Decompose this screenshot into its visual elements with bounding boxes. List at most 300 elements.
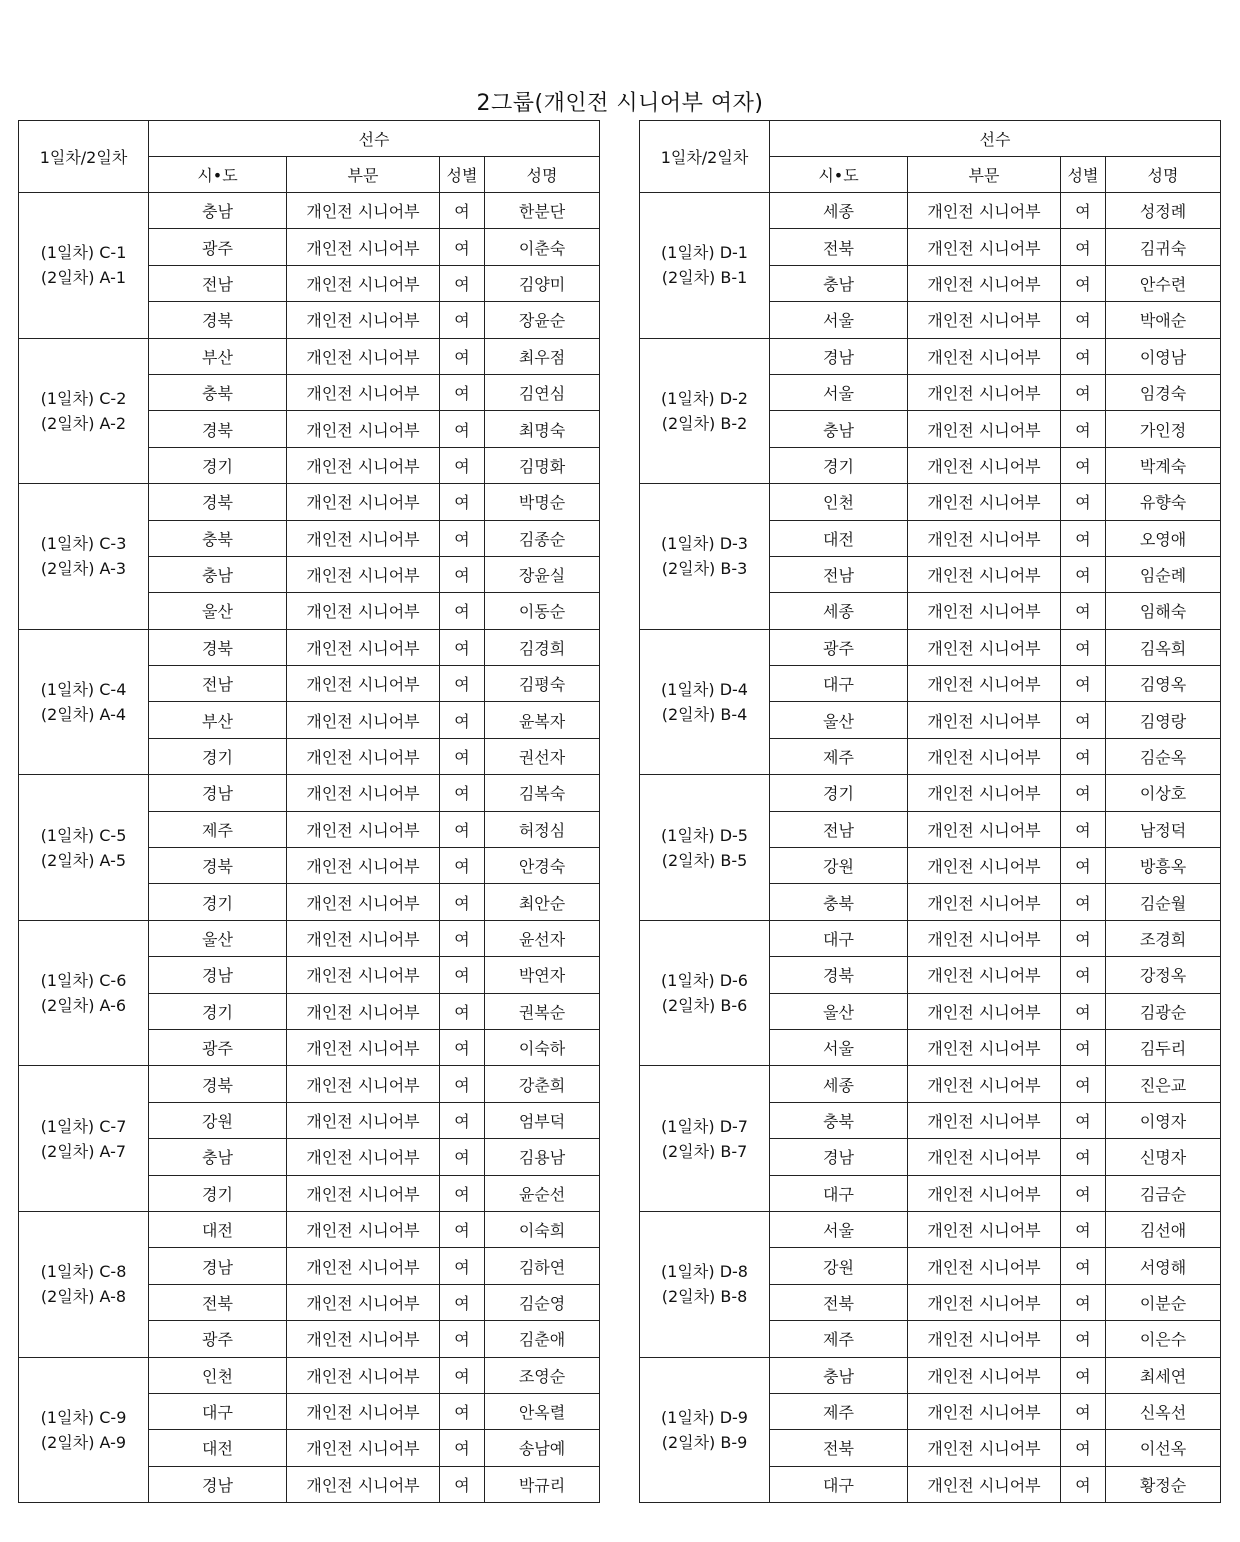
region-cell: 부산 bbox=[149, 702, 287, 738]
gender-cell: 여 bbox=[440, 484, 485, 520]
name-cell: 김종순 bbox=[485, 520, 600, 556]
name-cell: 장윤순 bbox=[485, 302, 600, 338]
round-cell bbox=[19, 920, 149, 1066]
division-cell: 개인전 시니어부 bbox=[287, 338, 440, 374]
gender-cell: 여 bbox=[440, 556, 485, 592]
day2-label: (2일차) B-3 bbox=[661, 559, 748, 579]
division-cell: 개인전 시니어부 bbox=[287, 848, 440, 884]
gender-cell: 여 bbox=[440, 848, 485, 884]
division-cell: 개인전 시니어부 bbox=[908, 957, 1061, 993]
region-cell: 경기 bbox=[149, 1175, 287, 1211]
players-header: 선수 bbox=[149, 121, 600, 157]
round-cell bbox=[19, 193, 149, 339]
gender-cell: 여 bbox=[440, 265, 485, 301]
division-header: 부문 bbox=[908, 157, 1061, 193]
table-row bbox=[19, 338, 600, 374]
region-cell: 경남 bbox=[149, 1466, 287, 1502]
name-cell: 권선자 bbox=[485, 738, 600, 774]
name-cell: 송남예 bbox=[485, 1430, 600, 1466]
gender-cell: 여 bbox=[1061, 593, 1106, 629]
name-cell: 박명순 bbox=[485, 484, 600, 520]
division-cell: 개인전 시니어부 bbox=[287, 1066, 440, 1102]
division-cell: 개인전 시니어부 bbox=[908, 1102, 1061, 1138]
round-header: 1일차/2일차 bbox=[640, 121, 770, 193]
gender-cell: 여 bbox=[440, 1102, 485, 1138]
gender-cell: 여 bbox=[1061, 411, 1106, 447]
name-cell: 한분단 bbox=[485, 193, 600, 229]
name-cell: 황정순 bbox=[1106, 1466, 1221, 1502]
round-cell bbox=[640, 1357, 770, 1503]
division-cell: 개인전 시니어부 bbox=[287, 1393, 440, 1429]
day1-label: (1일차) D-1 bbox=[661, 243, 748, 263]
region-cell: 경남 bbox=[770, 1139, 908, 1175]
division-cell: 개인전 시니어부 bbox=[908, 1393, 1061, 1429]
round-cell bbox=[19, 484, 149, 630]
day1-label: (1일차) D-4 bbox=[661, 679, 748, 699]
day1-label: (1일차) D-8 bbox=[661, 1262, 748, 1282]
day2-label: (2일차) A-5 bbox=[40, 850, 127, 870]
division-cell: 개인전 시니어부 bbox=[908, 593, 1061, 629]
division-cell: 개인전 시니어부 bbox=[287, 1321, 440, 1357]
region-cell: 서울 bbox=[770, 1211, 908, 1247]
name-cell: 윤복자 bbox=[485, 702, 600, 738]
name-cell: 김옥희 bbox=[1106, 629, 1221, 665]
region-cell: 전남 bbox=[770, 556, 908, 592]
gender-cell: 여 bbox=[1061, 702, 1106, 738]
region-cell: 경남 bbox=[149, 1248, 287, 1284]
gender-cell: 여 bbox=[440, 738, 485, 774]
day2-label: (2일차) A-9 bbox=[40, 1432, 127, 1452]
gender-cell: 여 bbox=[1061, 1211, 1106, 1247]
round-cell bbox=[640, 629, 770, 775]
region-cell: 대전 bbox=[149, 1211, 287, 1247]
division-cell: 개인전 시니어부 bbox=[287, 629, 440, 665]
gender-cell: 여 bbox=[440, 702, 485, 738]
division-cell: 개인전 시니어부 bbox=[287, 738, 440, 774]
name-cell: 김광순 bbox=[1106, 993, 1221, 1029]
gender-cell: 여 bbox=[1061, 1175, 1106, 1211]
name-header: 성명 bbox=[485, 157, 600, 193]
region-cell: 제주 bbox=[770, 738, 908, 774]
name-cell: 이분순 bbox=[1106, 1284, 1221, 1320]
name-cell: 박애순 bbox=[1106, 302, 1221, 338]
region-cell: 경남 bbox=[770, 338, 908, 374]
division-cell: 개인전 시니어부 bbox=[908, 374, 1061, 410]
gender-cell: 여 bbox=[440, 1357, 485, 1393]
region-cell: 충북 bbox=[149, 374, 287, 410]
name-cell: 김연심 bbox=[485, 374, 600, 410]
name-cell: 남정덕 bbox=[1106, 811, 1221, 847]
division-cell: 개인전 시니어부 bbox=[287, 193, 440, 229]
name-cell: 이숙희 bbox=[485, 1211, 600, 1247]
division-cell: 개인전 시니어부 bbox=[908, 1430, 1061, 1466]
day1-label: (1일차) D-5 bbox=[661, 825, 748, 845]
gender-cell: 여 bbox=[440, 1066, 485, 1102]
day1-label: (1일차) C-8 bbox=[40, 1262, 127, 1282]
table-row bbox=[19, 1066, 600, 1102]
region-cell: 강원 bbox=[770, 848, 908, 884]
division-cell: 개인전 시니어부 bbox=[908, 1139, 1061, 1175]
round-cell bbox=[19, 629, 149, 775]
name-cell: 장윤실 bbox=[485, 556, 600, 592]
gender-cell: 여 bbox=[1061, 1248, 1106, 1284]
gender-cell: 여 bbox=[440, 1393, 485, 1429]
gender-cell: 여 bbox=[1061, 520, 1106, 556]
region-cell: 대구 bbox=[149, 1393, 287, 1429]
gender-cell: 여 bbox=[1061, 884, 1106, 920]
division-cell: 개인전 시니어부 bbox=[287, 411, 440, 447]
gender-cell: 여 bbox=[440, 1139, 485, 1175]
gender-cell: 여 bbox=[440, 593, 485, 629]
region-cell: 대구 bbox=[770, 1175, 908, 1211]
division-cell: 개인전 시니어부 bbox=[287, 811, 440, 847]
region-cell: 경남 bbox=[149, 957, 287, 993]
division-cell: 개인전 시니어부 bbox=[287, 302, 440, 338]
day2-label: (2일차) A-6 bbox=[40, 996, 127, 1016]
region-cell: 충북 bbox=[149, 520, 287, 556]
name-cell: 김금순 bbox=[1106, 1175, 1221, 1211]
gender-cell: 여 bbox=[1061, 775, 1106, 811]
gender-cell: 여 bbox=[1061, 1321, 1106, 1357]
day2-label: (2일차) B-1 bbox=[661, 268, 748, 288]
region-cell: 서울 bbox=[770, 374, 908, 410]
gender-cell: 여 bbox=[1061, 265, 1106, 301]
round-cell bbox=[640, 920, 770, 1066]
name-cell: 최우점 bbox=[485, 338, 600, 374]
table-row bbox=[640, 775, 1221, 811]
region-cell: 세종 bbox=[770, 193, 908, 229]
name-cell: 김경희 bbox=[485, 629, 600, 665]
region-cell: 제주 bbox=[770, 1321, 908, 1357]
region-cell: 울산 bbox=[149, 920, 287, 956]
name-cell: 이동순 bbox=[485, 593, 600, 629]
region-cell: 울산 bbox=[770, 702, 908, 738]
region-cell: 전남 bbox=[149, 265, 287, 301]
players-header: 선수 bbox=[770, 121, 1221, 157]
name-cell: 김영랑 bbox=[1106, 702, 1221, 738]
gender-cell: 여 bbox=[1061, 193, 1106, 229]
gender-cell: 여 bbox=[1061, 957, 1106, 993]
division-cell: 개인전 시니어부 bbox=[287, 1211, 440, 1247]
day1-label: (1일차) C-2 bbox=[40, 388, 127, 408]
name-cell: 안경숙 bbox=[485, 848, 600, 884]
division-cell: 개인전 시니어부 bbox=[908, 702, 1061, 738]
day1-label: (1일차) C-3 bbox=[40, 534, 127, 554]
day2-label: (2일차) A-7 bbox=[40, 1141, 127, 1161]
region-cell: 전북 bbox=[149, 1284, 287, 1320]
region-cell: 경기 bbox=[149, 738, 287, 774]
name-cell: 임경숙 bbox=[1106, 374, 1221, 410]
region-cell: 경북 bbox=[770, 957, 908, 993]
region-cell: 경북 bbox=[149, 411, 287, 447]
gender-cell: 여 bbox=[440, 629, 485, 665]
region-cell: 대전 bbox=[770, 520, 908, 556]
table-row bbox=[640, 484, 1221, 520]
gender-cell: 여 bbox=[440, 884, 485, 920]
name-cell: 유향숙 bbox=[1106, 484, 1221, 520]
region-cell: 강원 bbox=[149, 1102, 287, 1138]
division-cell: 개인전 시니어부 bbox=[287, 666, 440, 702]
gender-cell: 여 bbox=[440, 520, 485, 556]
division-cell: 개인전 시니어부 bbox=[908, 884, 1061, 920]
name-cell: 안옥렬 bbox=[485, 1393, 600, 1429]
division-cell: 개인전 시니어부 bbox=[287, 1175, 440, 1211]
name-cell: 조영순 bbox=[485, 1357, 600, 1393]
division-cell: 개인전 시니어부 bbox=[287, 484, 440, 520]
gender-cell: 여 bbox=[1061, 1102, 1106, 1138]
name-cell: 김순옥 bbox=[1106, 738, 1221, 774]
division-cell: 개인전 시니어부 bbox=[908, 302, 1061, 338]
division-cell: 개인전 시니어부 bbox=[908, 484, 1061, 520]
region-cell: 광주 bbox=[149, 1029, 287, 1065]
name-cell: 강춘희 bbox=[485, 1066, 600, 1102]
division-cell: 개인전 시니어부 bbox=[908, 1066, 1061, 1102]
round-cell bbox=[640, 338, 770, 484]
gender-cell: 여 bbox=[1061, 1066, 1106, 1102]
day1-label: (1일차) D-6 bbox=[661, 971, 748, 991]
day2-label: (2일차) A-2 bbox=[40, 413, 127, 433]
name-cell: 박계숙 bbox=[1106, 447, 1221, 483]
division-cell: 개인전 시니어부 bbox=[908, 1357, 1061, 1393]
region-cell: 충남 bbox=[149, 1139, 287, 1175]
round-header: 1일차/2일차 bbox=[19, 121, 149, 193]
division-cell: 개인전 시니어부 bbox=[908, 1211, 1061, 1247]
region-cell: 대구 bbox=[770, 1466, 908, 1502]
division-cell: 개인전 시니어부 bbox=[908, 738, 1061, 774]
region-cell: 전북 bbox=[770, 1430, 908, 1466]
division-cell: 개인전 시니어부 bbox=[287, 1139, 440, 1175]
gender-cell: 여 bbox=[440, 338, 485, 374]
name-cell: 최명숙 bbox=[485, 411, 600, 447]
region-cell: 경북 bbox=[149, 302, 287, 338]
name-cell: 박연자 bbox=[485, 957, 600, 993]
division-cell: 개인전 시니어부 bbox=[908, 629, 1061, 665]
region-cell: 세종 bbox=[770, 1066, 908, 1102]
table-row bbox=[640, 1211, 1221, 1247]
region-header: 시•도 bbox=[149, 157, 287, 193]
name-cell: 성정례 bbox=[1106, 193, 1221, 229]
region-cell: 전남 bbox=[770, 811, 908, 847]
name-cell: 최안순 bbox=[485, 884, 600, 920]
division-cell: 개인전 시니어부 bbox=[908, 666, 1061, 702]
division-cell: 개인전 시니어부 bbox=[908, 556, 1061, 592]
name-cell: 권복순 bbox=[485, 993, 600, 1029]
gender-cell: 여 bbox=[440, 1321, 485, 1357]
division-cell: 개인전 시니어부 bbox=[287, 775, 440, 811]
region-cell: 경기 bbox=[770, 447, 908, 483]
division-cell: 개인전 시니어부 bbox=[908, 1321, 1061, 1357]
table-row bbox=[640, 1357, 1221, 1393]
name-cell: 김명화 bbox=[485, 447, 600, 483]
region-header: 시•도 bbox=[770, 157, 908, 193]
region-cell: 경북 bbox=[149, 629, 287, 665]
left-bracket-table bbox=[18, 120, 600, 1503]
gender-cell: 여 bbox=[440, 374, 485, 410]
name-cell: 신옥선 bbox=[1106, 1393, 1221, 1429]
day2-label: (2일차) B-5 bbox=[661, 850, 748, 870]
division-cell: 개인전 시니어부 bbox=[287, 993, 440, 1029]
region-cell: 서울 bbox=[770, 302, 908, 338]
division-cell: 개인전 시니어부 bbox=[287, 374, 440, 410]
gender-cell: 여 bbox=[440, 229, 485, 265]
division-cell: 개인전 시니어부 bbox=[287, 920, 440, 956]
region-cell: 충남 bbox=[770, 265, 908, 301]
region-cell: 경기 bbox=[149, 447, 287, 483]
region-cell: 세종 bbox=[770, 593, 908, 629]
region-cell: 전남 bbox=[149, 666, 287, 702]
name-cell: 최세연 bbox=[1106, 1357, 1221, 1393]
table-row bbox=[19, 1211, 600, 1247]
round-cell bbox=[640, 1066, 770, 1212]
name-cell: 엄부덕 bbox=[485, 1102, 600, 1138]
name-cell: 김귀숙 bbox=[1106, 229, 1221, 265]
name-cell: 임해숙 bbox=[1106, 593, 1221, 629]
division-cell: 개인전 시니어부 bbox=[287, 1248, 440, 1284]
division-header: 부문 bbox=[287, 157, 440, 193]
region-cell: 전북 bbox=[770, 229, 908, 265]
division-cell: 개인전 시니어부 bbox=[287, 556, 440, 592]
gender-cell: 여 bbox=[440, 957, 485, 993]
name-cell: 박규리 bbox=[485, 1466, 600, 1502]
region-cell: 대구 bbox=[770, 920, 908, 956]
gender-cell: 여 bbox=[440, 811, 485, 847]
round-cell bbox=[19, 1211, 149, 1357]
name-cell: 이춘숙 bbox=[485, 229, 600, 265]
day2-label: (2일차) B-8 bbox=[661, 1287, 748, 1307]
name-cell: 이영자 bbox=[1106, 1102, 1221, 1138]
table-row bbox=[640, 193, 1221, 229]
name-cell: 임순례 bbox=[1106, 556, 1221, 592]
name-cell: 서영해 bbox=[1106, 1248, 1221, 1284]
table-header bbox=[640, 121, 1221, 193]
gender-cell: 여 bbox=[440, 1466, 485, 1502]
name-cell: 강정옥 bbox=[1106, 957, 1221, 993]
region-cell: 대구 bbox=[770, 666, 908, 702]
division-cell: 개인전 시니어부 bbox=[287, 229, 440, 265]
name-cell: 김복숙 bbox=[485, 775, 600, 811]
round-cell bbox=[640, 775, 770, 921]
gender-cell: 여 bbox=[1061, 1029, 1106, 1065]
name-cell: 이영남 bbox=[1106, 338, 1221, 374]
division-cell: 개인전 시니어부 bbox=[287, 884, 440, 920]
gender-cell: 여 bbox=[1061, 556, 1106, 592]
gender-cell: 여 bbox=[1061, 302, 1106, 338]
day2-label: (2일차) B-4 bbox=[661, 704, 748, 724]
gender-cell: 여 bbox=[1061, 811, 1106, 847]
day2-label: (2일차) A-3 bbox=[40, 559, 127, 579]
name-cell: 진은교 bbox=[1106, 1066, 1221, 1102]
gender-cell: 여 bbox=[1061, 738, 1106, 774]
day1-label: (1일차) C-9 bbox=[40, 1407, 127, 1427]
gender-cell: 여 bbox=[440, 302, 485, 338]
region-cell: 충북 bbox=[770, 1102, 908, 1138]
division-cell: 개인전 시니어부 bbox=[908, 811, 1061, 847]
region-cell: 광주 bbox=[770, 629, 908, 665]
day2-label: (2일차) A-1 bbox=[40, 268, 127, 288]
division-cell: 개인전 시니어부 bbox=[287, 1466, 440, 1502]
region-cell: 경북 bbox=[149, 1066, 287, 1102]
division-cell: 개인전 시니어부 bbox=[908, 411, 1061, 447]
division-cell: 개인전 시니어부 bbox=[908, 993, 1061, 1029]
region-cell: 인천 bbox=[770, 484, 908, 520]
division-cell: 개인전 시니어부 bbox=[908, 1466, 1061, 1502]
day1-label: (1일차) C-1 bbox=[40, 243, 127, 263]
region-cell: 울산 bbox=[770, 993, 908, 1029]
table-row bbox=[19, 1357, 600, 1393]
division-cell: 개인전 시니어부 bbox=[287, 520, 440, 556]
gender-header: 성별 bbox=[1061, 157, 1106, 193]
day1-label: (1일차) C-5 bbox=[40, 825, 127, 845]
name-cell: 이은수 bbox=[1106, 1321, 1221, 1357]
name-cell: 김하연 bbox=[485, 1248, 600, 1284]
right-bracket-table bbox=[639, 120, 1221, 1503]
division-cell: 개인전 시니어부 bbox=[908, 338, 1061, 374]
name-cell: 오영애 bbox=[1106, 520, 1221, 556]
name-cell: 방흥옥 bbox=[1106, 848, 1221, 884]
name-header: 성명 bbox=[1106, 157, 1221, 193]
gender-cell: 여 bbox=[440, 447, 485, 483]
region-cell: 제주 bbox=[770, 1393, 908, 1429]
division-cell: 개인전 시니어부 bbox=[287, 1430, 440, 1466]
region-cell: 충북 bbox=[770, 884, 908, 920]
division-cell: 개인전 시니어부 bbox=[287, 265, 440, 301]
gender-cell: 여 bbox=[1061, 993, 1106, 1029]
division-cell: 개인전 시니어부 bbox=[908, 1175, 1061, 1211]
division-cell: 개인전 시니어부 bbox=[287, 447, 440, 483]
name-cell: 김두리 bbox=[1106, 1029, 1221, 1065]
region-cell: 울산 bbox=[149, 593, 287, 629]
table-row bbox=[19, 629, 600, 665]
name-cell: 김순월 bbox=[1106, 884, 1221, 920]
division-cell: 개인전 시니어부 bbox=[908, 229, 1061, 265]
day1-label: (1일차) C-6 bbox=[40, 971, 127, 991]
gender-cell: 여 bbox=[440, 993, 485, 1029]
name-cell: 윤선자 bbox=[485, 920, 600, 956]
gender-cell: 여 bbox=[1061, 920, 1106, 956]
region-cell: 대전 bbox=[149, 1430, 287, 1466]
day1-label: (1일차) D-7 bbox=[661, 1116, 748, 1136]
division-cell: 개인전 시니어부 bbox=[287, 1284, 440, 1320]
division-cell: 개인전 시니어부 bbox=[908, 848, 1061, 884]
division-cell: 개인전 시니어부 bbox=[908, 520, 1061, 556]
gender-cell: 여 bbox=[440, 1211, 485, 1247]
table-row bbox=[640, 1066, 1221, 1102]
gender-cell: 여 bbox=[440, 1430, 485, 1466]
division-cell: 개인전 시니어부 bbox=[908, 447, 1061, 483]
day2-label: (2일차) A-8 bbox=[40, 1287, 127, 1307]
name-cell: 김양미 bbox=[485, 265, 600, 301]
gender-cell: 여 bbox=[1061, 484, 1106, 520]
gender-cell: 여 bbox=[1061, 1393, 1106, 1429]
region-cell: 경기 bbox=[149, 884, 287, 920]
gender-cell: 여 bbox=[1061, 1430, 1106, 1466]
day2-label: (2일차) A-4 bbox=[40, 704, 127, 724]
gender-cell: 여 bbox=[440, 666, 485, 702]
division-cell: 개인전 시니어부 bbox=[908, 775, 1061, 811]
gender-cell: 여 bbox=[1061, 666, 1106, 702]
table-row bbox=[640, 920, 1221, 956]
gender-cell: 여 bbox=[440, 775, 485, 811]
name-cell: 김선애 bbox=[1106, 1211, 1221, 1247]
day1-label: (1일차) D-2 bbox=[661, 388, 748, 408]
name-cell: 김순영 bbox=[485, 1284, 600, 1320]
table-body bbox=[640, 193, 1221, 1503]
region-cell: 제주 bbox=[149, 811, 287, 847]
region-cell: 전북 bbox=[770, 1284, 908, 1320]
region-cell: 부산 bbox=[149, 338, 287, 374]
region-cell: 충남 bbox=[770, 1357, 908, 1393]
gender-cell: 여 bbox=[1061, 848, 1106, 884]
